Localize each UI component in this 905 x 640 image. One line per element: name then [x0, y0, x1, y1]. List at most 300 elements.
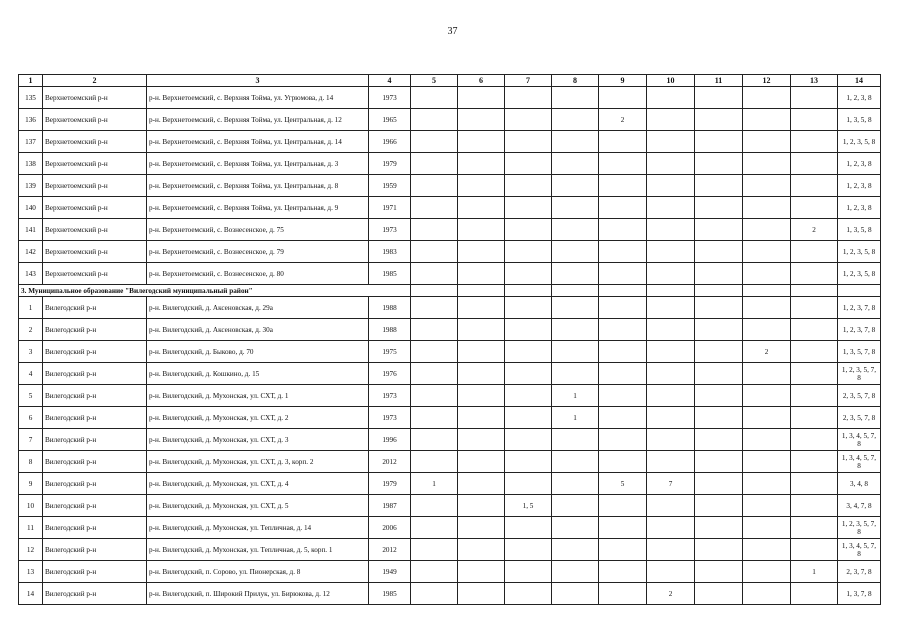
cell-c8: [552, 451, 599, 473]
cell-district: Верхнетоемский р-н: [43, 153, 147, 175]
cell-c13: [791, 341, 838, 363]
cell-c8: [552, 473, 599, 495]
cell-c11: [695, 561, 743, 583]
cell-c9: [599, 87, 647, 109]
cell-c11: [695, 539, 743, 561]
cell-district: Вилегодский р-н: [43, 363, 147, 385]
cell-c10: [647, 363, 695, 385]
cell-c5: [411, 539, 458, 561]
cell-year: 1949: [369, 561, 411, 583]
cell-c11: [695, 341, 743, 363]
cell-c13: [791, 473, 838, 495]
cell-c12: [743, 131, 791, 153]
cell-c6: [458, 583, 505, 605]
data-table: [18, 74, 881, 605]
cell-c9: [599, 297, 647, 319]
table-row: [19, 429, 881, 451]
cell-c10: [647, 241, 695, 263]
cell-c13: [791, 87, 838, 109]
cell-c5: [411, 319, 458, 341]
cell-c9: [599, 341, 647, 363]
cell-c7: [505, 561, 552, 583]
cell-c7: [505, 263, 552, 285]
cell-c9: [599, 583, 647, 605]
cell-c11: [695, 175, 743, 197]
cell-c10: [647, 175, 695, 197]
cell-c10: [647, 495, 695, 517]
cell-c8: [552, 197, 599, 219]
cell-c5: [411, 175, 458, 197]
cell-c12: [743, 517, 791, 539]
cell-address: р-н. Вилегодский, д. Мухонская, ул. СХТ, д. 3, корп. 2: [147, 451, 369, 473]
cell-c13: [791, 197, 838, 219]
cell-year: 1987: [369, 495, 411, 517]
cell-num: 143: [19, 263, 43, 285]
cell-district: Верхнетоемский р-н: [43, 87, 147, 109]
cell-c7: [505, 241, 552, 263]
cell-district: Вилегодский р-н: [43, 297, 147, 319]
cell-c13: [791, 131, 838, 153]
cell-c13: [791, 407, 838, 429]
cell-c9: [599, 131, 647, 153]
cell-c8: [552, 561, 599, 583]
cell-address: р-н. Вилегодский, д. Мухонская, ул. СХТ, д. 2: [147, 407, 369, 429]
cell-c12: [743, 219, 791, 241]
column-header-4: 4: [369, 75, 411, 87]
cell-c13: [791, 517, 838, 539]
cell-c11: [695, 517, 743, 539]
cell-c9: [599, 517, 647, 539]
cell-c7: [505, 583, 552, 605]
cell-address: р-н. Вилегодский, д. Кошкино, д. 15: [147, 363, 369, 385]
cell-c6: [458, 153, 505, 175]
table-row: [19, 495, 881, 517]
cell-c5: [411, 109, 458, 131]
cell-num: 5: [19, 385, 43, 407]
cell-num: 13: [19, 561, 43, 583]
cell-c12: [743, 583, 791, 605]
cell-c14: 1, 2, 3, 7, 8: [838, 319, 881, 341]
cell-c6: [458, 109, 505, 131]
cell-c6: [458, 319, 505, 341]
cell-c12: [743, 263, 791, 285]
cell-c5: [411, 219, 458, 241]
cell-c8: [552, 263, 599, 285]
cell-c9: [599, 153, 647, 175]
cell-c8: [552, 319, 599, 341]
cell-c10: [647, 561, 695, 583]
section-empty-cell: [791, 285, 838, 297]
cell-c5: [411, 297, 458, 319]
cell-address: р-н. Верхнетоемский, с. Верхняя Тойма, ул. Центральная, д. 14: [147, 131, 369, 153]
cell-district: Вилегодский р-н: [43, 583, 147, 605]
cell-address: р-н. Вилегодский, п. Сорово, ул. Пионерская, д. 8: [147, 561, 369, 583]
cell-year: 1988: [369, 319, 411, 341]
cell-c13: 1: [791, 561, 838, 583]
cell-c5: [411, 583, 458, 605]
cell-c13: [791, 451, 838, 473]
cell-year: 1996: [369, 429, 411, 451]
cell-c11: [695, 153, 743, 175]
cell-c5: [411, 87, 458, 109]
cell-num: 11: [19, 517, 43, 539]
cell-c7: [505, 407, 552, 429]
cell-address: р-н. Вилегодский, д. Быково, д. 70: [147, 341, 369, 363]
cell-address: р-н. Верхнетоемский, с. Вознесенское, д. 75: [147, 219, 369, 241]
cell-c14: 2, 3, 5, 7, 8: [838, 385, 881, 407]
cell-district: Вилегодский р-н: [43, 451, 147, 473]
cell-c7: [505, 131, 552, 153]
cell-c6: [458, 385, 505, 407]
cell-address: р-н. Верхнетоемский, с. Верхняя Тойма, ул. Центральная, д. 9: [147, 197, 369, 219]
cell-num: 137: [19, 131, 43, 153]
table-row: [19, 561, 881, 583]
cell-district: Вилегодский р-н: [43, 495, 147, 517]
table-row: [19, 341, 881, 363]
cell-district: Вилегодский р-н: [43, 561, 147, 583]
cell-c14: 1, 2, 3, 5, 8: [838, 241, 881, 263]
cell-year: 1985: [369, 583, 411, 605]
cell-district: Вилегодский р-н: [43, 341, 147, 363]
cell-c7: [505, 175, 552, 197]
cell-district: Вилегодский р-н: [43, 539, 147, 561]
cell-c11: [695, 241, 743, 263]
cell-c11: [695, 473, 743, 495]
cell-year: 1979: [369, 473, 411, 495]
column-header-1: 1: [19, 75, 43, 87]
cell-c7: [505, 451, 552, 473]
table-row: [19, 297, 881, 319]
cell-c8: [552, 517, 599, 539]
cell-num: 3: [19, 341, 43, 363]
cell-address: р-н. Верхнетоемский, с. Верхняя Тойма, ул. Центральная, д. 3: [147, 153, 369, 175]
cell-c11: [695, 131, 743, 153]
cell-c5: [411, 263, 458, 285]
cell-c9: [599, 385, 647, 407]
cell-year: 1973: [369, 219, 411, 241]
cell-c12: [743, 297, 791, 319]
cell-district: Верхнетоемский р-н: [43, 241, 147, 263]
cell-c8: [552, 219, 599, 241]
cell-district: Верхнетоемский р-н: [43, 197, 147, 219]
cell-c6: [458, 561, 505, 583]
cell-district: Вилегодский р-н: [43, 407, 147, 429]
cell-c8: [552, 241, 599, 263]
cell-c12: [743, 473, 791, 495]
table-row: [19, 583, 881, 605]
column-header-13: 13: [791, 75, 838, 87]
cell-c9: [599, 407, 647, 429]
cell-c13: [791, 153, 838, 175]
cell-c5: [411, 385, 458, 407]
cell-c11: [695, 197, 743, 219]
cell-num: 136: [19, 109, 43, 131]
cell-c8: [552, 297, 599, 319]
cell-c9: [599, 363, 647, 385]
cell-c8: [552, 153, 599, 175]
cell-c14: 1, 3, 4, 5, 7, 8: [838, 451, 881, 473]
cell-c14: 2, 3, 7, 8: [838, 561, 881, 583]
table-row: [19, 197, 881, 219]
cell-address: р-н. Вилегодский, д. Мухонская, ул. Тепличная, д. 5, корп. 1: [147, 539, 369, 561]
column-header-2: 2: [43, 75, 147, 87]
cell-c8: 1: [552, 385, 599, 407]
cell-c5: [411, 197, 458, 219]
cell-address: р-н. Верхнетоемский, с. Вознесенское, д. 80: [147, 263, 369, 285]
cell-year: 1973: [369, 385, 411, 407]
cell-c13: [791, 175, 838, 197]
section-empty-cell: [458, 285, 505, 297]
cell-c7: [505, 517, 552, 539]
cell-c9: [599, 495, 647, 517]
cell-num: 12: [19, 539, 43, 561]
cell-c5: [411, 241, 458, 263]
cell-c5: [411, 561, 458, 583]
cell-num: 6: [19, 407, 43, 429]
cell-c7: [505, 197, 552, 219]
cell-c9: [599, 319, 647, 341]
cell-c7: 1, 5: [505, 495, 552, 517]
cell-c9: [599, 539, 647, 561]
cell-c10: [647, 539, 695, 561]
cell-address: р-н. Верхнетоемский, с. Вознесенское, д. 79: [147, 241, 369, 263]
cell-c9: 5: [599, 473, 647, 495]
cell-c6: [458, 241, 505, 263]
cell-c13: [791, 363, 838, 385]
cell-c6: [458, 263, 505, 285]
cell-c7: [505, 385, 552, 407]
cell-c10: 7: [647, 473, 695, 495]
cell-c13: 2: [791, 219, 838, 241]
cell-c10: [647, 319, 695, 341]
cell-c6: [458, 517, 505, 539]
table-row: [19, 263, 881, 285]
section-empty-cell: [743, 285, 791, 297]
cell-c6: [458, 429, 505, 451]
cell-c14: 1, 2, 3, 5, 7, 8: [838, 363, 881, 385]
cell-district: Вилегодский р-н: [43, 385, 147, 407]
cell-num: 10: [19, 495, 43, 517]
cell-c6: [458, 451, 505, 473]
cell-num: 1: [19, 297, 43, 319]
cell-c9: [599, 175, 647, 197]
cell-c11: [695, 429, 743, 451]
cell-c13: [791, 385, 838, 407]
cell-c7: [505, 297, 552, 319]
cell-c9: [599, 197, 647, 219]
cell-c14: 2, 3, 5, 7, 8: [838, 407, 881, 429]
cell-c7: [505, 473, 552, 495]
table-row: [19, 153, 881, 175]
cell-c6: [458, 539, 505, 561]
cell-district: Вилегодский р-н: [43, 517, 147, 539]
cell-c10: [647, 297, 695, 319]
table-row: [19, 473, 881, 495]
cell-c11: [695, 451, 743, 473]
cell-c12: [743, 407, 791, 429]
cell-c10: [647, 407, 695, 429]
cell-num: 141: [19, 219, 43, 241]
cell-c8: [552, 363, 599, 385]
cell-c13: [791, 263, 838, 285]
column-header-6: 6: [458, 75, 505, 87]
table-row: [19, 385, 881, 407]
cell-year: 1973: [369, 87, 411, 109]
cell-c6: [458, 363, 505, 385]
cell-c14: 3, 4, 7, 8: [838, 495, 881, 517]
section-empty-cell: [599, 285, 647, 297]
cell-c10: [647, 429, 695, 451]
cell-district: Вилегодский р-н: [43, 319, 147, 341]
cell-c7: [505, 539, 552, 561]
cell-year: 1985: [369, 263, 411, 285]
cell-c9: [599, 263, 647, 285]
cell-c11: [695, 87, 743, 109]
cell-num: 138: [19, 153, 43, 175]
cell-district: Верхнетоемский р-н: [43, 263, 147, 285]
cell-address: р-н. Верхнетоемский, с. Верхняя Тойма, ул. Угрюмова, д. 14: [147, 87, 369, 109]
cell-c12: [743, 495, 791, 517]
cell-c5: 1: [411, 473, 458, 495]
cell-c8: [552, 583, 599, 605]
cell-c10: 2: [647, 583, 695, 605]
cell-c11: [695, 583, 743, 605]
table-row: [19, 517, 881, 539]
cell-c6: [458, 131, 505, 153]
cell-c10: [647, 451, 695, 473]
cell-c7: [505, 219, 552, 241]
cell-c9: 2: [599, 109, 647, 131]
column-header-5: 5: [411, 75, 458, 87]
column-header-9: 9: [599, 75, 647, 87]
cell-c14: 1, 2, 3, 8: [838, 87, 881, 109]
cell-c13: [791, 297, 838, 319]
cell-year: 1988: [369, 297, 411, 319]
cell-c14: 1, 3, 5, 8: [838, 109, 881, 131]
cell-c12: [743, 385, 791, 407]
cell-c10: [647, 385, 695, 407]
cell-c13: [791, 539, 838, 561]
cell-year: 1966: [369, 131, 411, 153]
cell-c13: [791, 495, 838, 517]
cell-c12: [743, 451, 791, 473]
cell-c7: [505, 153, 552, 175]
cell-year: 1965: [369, 109, 411, 131]
cell-c6: [458, 341, 505, 363]
cell-c5: [411, 451, 458, 473]
cell-address: р-н. Вилегодский, д. Мухонская, ул. СХТ, д. 1: [147, 385, 369, 407]
cell-c10: [647, 153, 695, 175]
cell-c10: [647, 341, 695, 363]
table-row: [19, 319, 881, 341]
cell-c12: [743, 175, 791, 197]
cell-c14: 3, 4, 8: [838, 473, 881, 495]
cell-address: р-н. Вилегодский, д. Аксеновская, д. 29а: [147, 297, 369, 319]
table-row: [19, 175, 881, 197]
cell-c11: [695, 319, 743, 341]
cell-c6: [458, 219, 505, 241]
cell-c5: [411, 341, 458, 363]
cell-district: Вилегодский р-н: [43, 429, 147, 451]
cell-c14: 1, 2, 3, 5, 8: [838, 131, 881, 153]
cell-c11: [695, 219, 743, 241]
cell-c12: [743, 319, 791, 341]
cell-year: 1976: [369, 363, 411, 385]
cell-c5: [411, 131, 458, 153]
page-number: 37: [447, 26, 458, 37]
cell-address: р-н. Вилегодский, д. Мухонская, ул. Тепличная, д. 14: [147, 517, 369, 539]
table-row: [19, 87, 881, 109]
cell-address: р-н. Вилегодский, д. Мухонская, ул. СХТ, д. 5: [147, 495, 369, 517]
cell-c13: [791, 429, 838, 451]
cell-c8: [552, 539, 599, 561]
cell-c5: [411, 495, 458, 517]
cell-c12: [743, 429, 791, 451]
cell-c6: [458, 297, 505, 319]
cell-c13: [791, 241, 838, 263]
cell-c9: [599, 451, 647, 473]
cell-c14: 1, 3, 7, 8: [838, 583, 881, 605]
column-header-14: 14: [838, 75, 881, 87]
cell-year: 1971: [369, 197, 411, 219]
cell-num: 135: [19, 87, 43, 109]
cell-c7: [505, 109, 552, 131]
cell-c14: 1, 2, 3, 8: [838, 175, 881, 197]
cell-c5: [411, 407, 458, 429]
cell-c11: [695, 495, 743, 517]
cell-c8: [552, 131, 599, 153]
section-empty-cell: [695, 285, 743, 297]
cell-c5: [411, 363, 458, 385]
cell-district: Верхнетоемский р-н: [43, 109, 147, 131]
cell-c12: [743, 561, 791, 583]
section-empty-cell: [647, 285, 695, 297]
cell-c5: [411, 429, 458, 451]
cell-c14: 1, 2, 3, 5, 8: [838, 263, 881, 285]
cell-num: 4: [19, 363, 43, 385]
table-row: [19, 131, 881, 153]
cell-c10: [647, 197, 695, 219]
cell-c8: [552, 109, 599, 131]
cell-c6: [458, 495, 505, 517]
header-row: [19, 75, 881, 87]
section-empty-cell: [505, 285, 552, 297]
cell-c6: [458, 175, 505, 197]
cell-district: Верхнетоемский р-н: [43, 175, 147, 197]
cell-c13: [791, 319, 838, 341]
cell-num: 7: [19, 429, 43, 451]
cell-district: Вилегодский р-н: [43, 473, 147, 495]
column-header-12: 12: [743, 75, 791, 87]
cell-c11: [695, 407, 743, 429]
cell-c9: [599, 429, 647, 451]
cell-c8: [552, 429, 599, 451]
section-row: [19, 285, 881, 297]
cell-c14: 1, 3, 4, 5, 7, 8: [838, 539, 881, 561]
cell-c6: [458, 407, 505, 429]
cell-year: 1959: [369, 175, 411, 197]
cell-c9: [599, 219, 647, 241]
cell-year: 1979: [369, 153, 411, 175]
cell-district: Верхнетоемский р-н: [43, 219, 147, 241]
cell-c7: [505, 87, 552, 109]
section-empty-cell: [838, 285, 881, 297]
cell-num: 140: [19, 197, 43, 219]
cell-c14: 1, 2, 3, 7, 8: [838, 297, 881, 319]
column-header-8: 8: [552, 75, 599, 87]
cell-year: 1973: [369, 407, 411, 429]
section-empty-cell: [552, 285, 599, 297]
